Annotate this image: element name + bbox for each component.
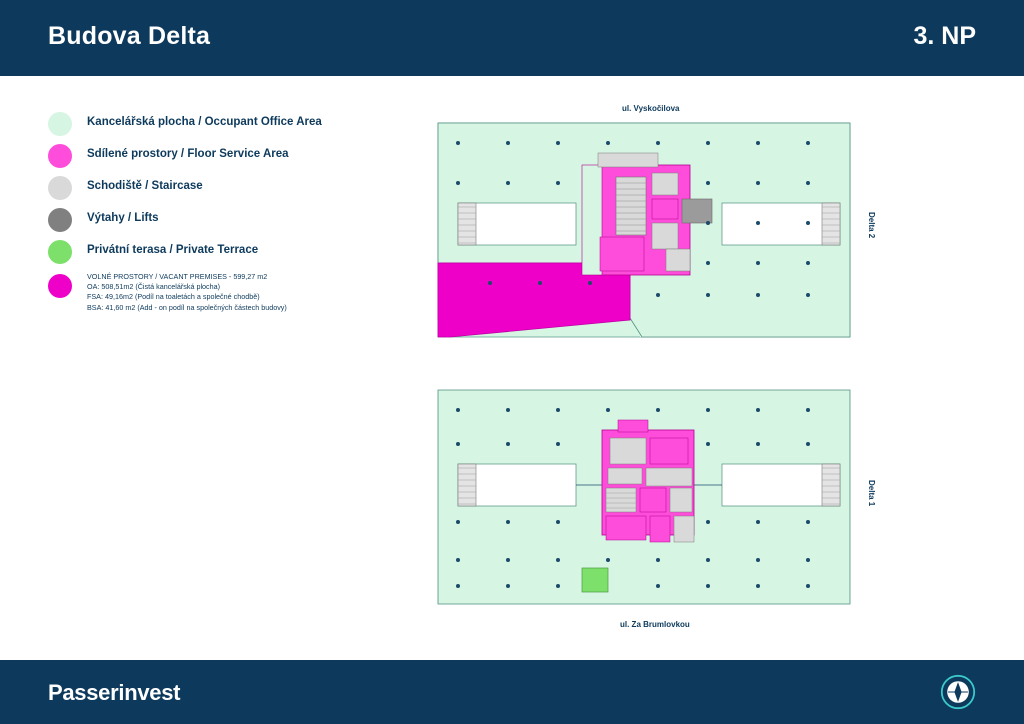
legend-dot-terrace-icon [48,240,72,264]
top-plan-hatch-right [822,203,840,245]
legend-vacant-line-3: FSA: 49,16m2 (Podíl na toaletách a společné chodbě) [87,292,260,302]
legend-vacant-details [87,272,287,313]
legend-label-lifts: Výtahy / Lifts [87,212,159,224]
bottom-plan-staircase [606,488,636,512]
bottom-plan-lifts [608,468,642,484]
legend-item-service [48,142,378,170]
compass-icon [940,674,976,710]
bottom-plan-hatch-right [822,464,840,506]
bottom-plan-core [602,420,694,542]
bottom-plan-side-label: Delta 1 [867,480,876,507]
top-floor-plan [430,115,870,355]
bottom-plan-street-label: ul. Za Brumlovkou [620,620,690,629]
legend-item-office [48,110,378,138]
bottom-plan-private-terrace [582,568,608,592]
floor-indicator: 3. NP [913,22,976,50]
top-plan-side-label: Delta 2 [867,212,876,239]
legend-item-terrace [48,238,378,266]
legend-dot-vacant-icon [48,274,72,298]
legend-vacant-line-4: BSA: 41,60 m2 (Add - on podíl na společných částech budovy) [87,302,287,312]
top-plan-staircase [616,177,646,235]
top-plan-street-label: ul. Vyskočilova [622,104,680,113]
header-bar [0,0,1024,76]
legend [48,110,378,314]
company-logo: Passerinvest [48,680,181,705]
legend-item-staircase [48,174,378,202]
bottom-plan-hatch-left [458,464,476,506]
legend-label-staircase: Schodiště / Staircase [87,180,203,192]
top-plan-lifts [682,199,712,223]
legend-label-terrace: Privátní terasa / Private Terrace [87,244,259,256]
bottom-floor-plan [430,382,870,617]
legend-dot-lifts-icon [48,208,72,232]
top-plan-hatch-left [458,203,476,245]
legend-vacant-line-1: VOLNÉ PROSTORY / VACANT PREMISES - 599,27 m2 [87,272,268,281]
legend-dot-service-icon [48,144,72,168]
legend-vacant-line-2: OA: 508,51m2 (Čistá kancelářská plocha) [87,282,221,292]
page-title: Budova Delta [48,22,211,50]
legend-label-office: Kancelářská plocha / Occupant Office Area [87,116,322,128]
legend-dot-staircase-icon [48,176,72,200]
legend-dot-office-icon [48,112,72,136]
legend-item-vacant [48,272,378,314]
footer-bar [0,660,1024,724]
legend-item-lifts [48,206,378,234]
legend-label-service: Sdílené prostory / Floor Service Area [87,148,289,160]
